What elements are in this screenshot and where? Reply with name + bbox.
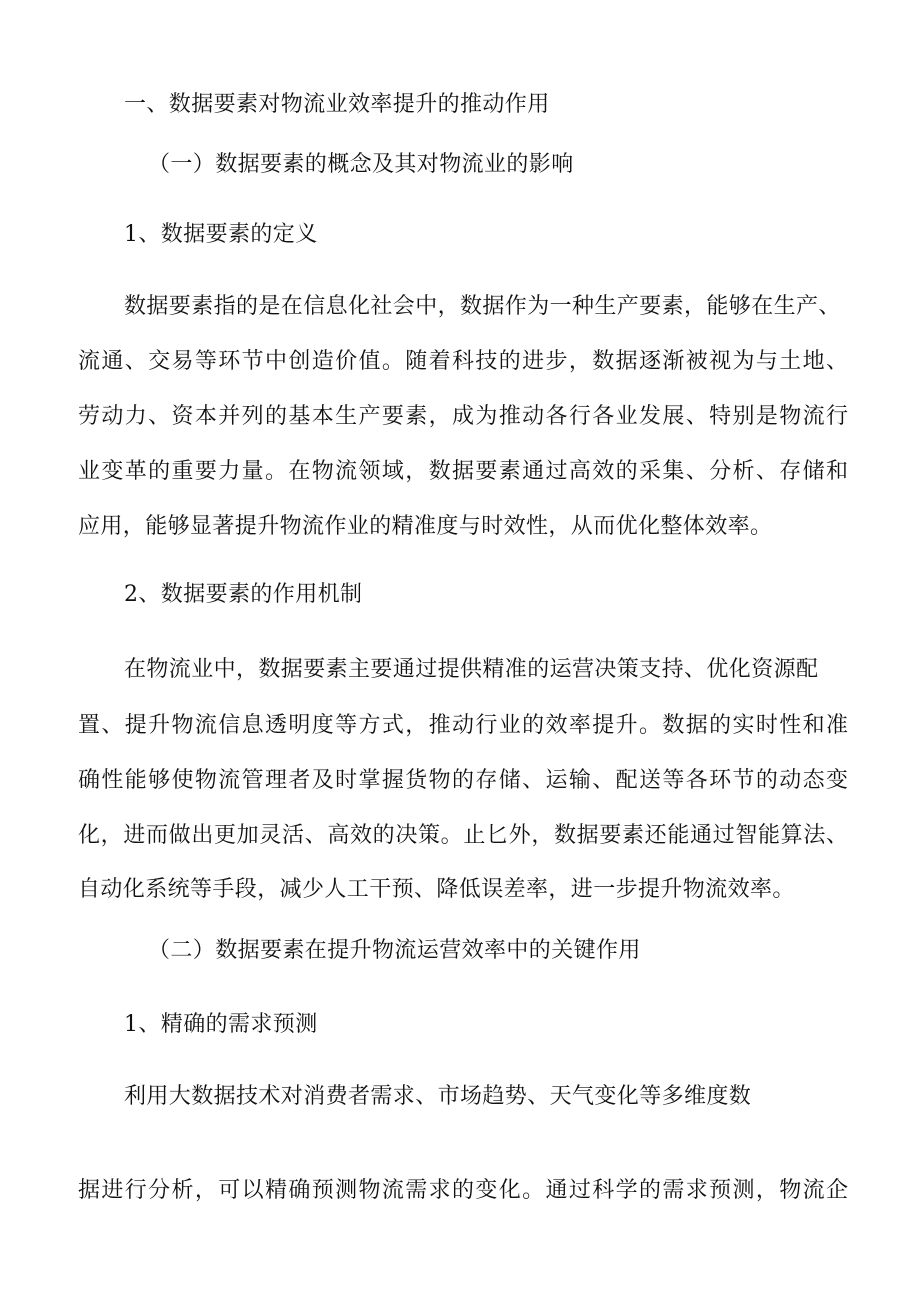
paragraph-line: 流通、交易等环节中创造价值。随着科技的进步，数据逐渐被视为与土地、 xyxy=(78,349,848,374)
section-heading: 一、数据要素对物流业效率提升的推动作用 xyxy=(124,92,550,117)
paragraph-line: 数据要素指的是在信息化社会中，数据作为一种生产要素，能够在生产、 xyxy=(124,294,841,319)
paragraph-line: 在物流业中，数据要素主要通过提供精准的运营决策支持、优化资源配 xyxy=(124,657,819,682)
item-heading: 1、精确的需求预测 xyxy=(124,1012,318,1037)
paragraph-line: 劳动力、资本并列的基本生产要素，成为推动各行各业发展、特别是物流行 xyxy=(78,404,848,429)
paragraph-line: 应用，能够显著提升物流作业的精准度与时效性，从而优化整体效率。 xyxy=(78,514,773,539)
item-heading: 2、数据要素的作用机制 xyxy=(124,582,363,607)
subsection-heading: （一）数据要素的概念及其对物流业的影响 xyxy=(148,152,574,177)
paragraph-line: 据进行分析，可以精确预测物流需求的变化。通过科学的需求预测，物流企 xyxy=(78,1178,848,1203)
paragraph-line: 确性能够使物流管理者及时掌握货物的存储、运输、配送等各环节的动态变 xyxy=(78,768,848,793)
item-heading: 1、数据要素的定义 xyxy=(124,222,318,247)
paragraph-line: 业变革的重要力量。在物流领域，数据要素通过高效的采集、分析、存储和 xyxy=(78,459,848,484)
paragraph-line: 自动化系统等手段，减少人工干预、降低误差率，进一步提升物流效率。 xyxy=(78,877,795,902)
paragraph-line: 化，进而做出更加灵活、高效的决策。止匕外，数据要素还能通过智能算法、 xyxy=(78,823,848,848)
subsection-heading: （二）数据要素在提升物流运营效率中的关键作用 xyxy=(148,938,641,963)
paragraph-line: 置、提升物流信息透明度等方式，推动行业的效率提升。数据的实时性和准 xyxy=(78,713,848,738)
paragraph-line: 利用大数据技术对消费者需求、市场趋势、天气变化等多维度数 xyxy=(124,1084,752,1109)
